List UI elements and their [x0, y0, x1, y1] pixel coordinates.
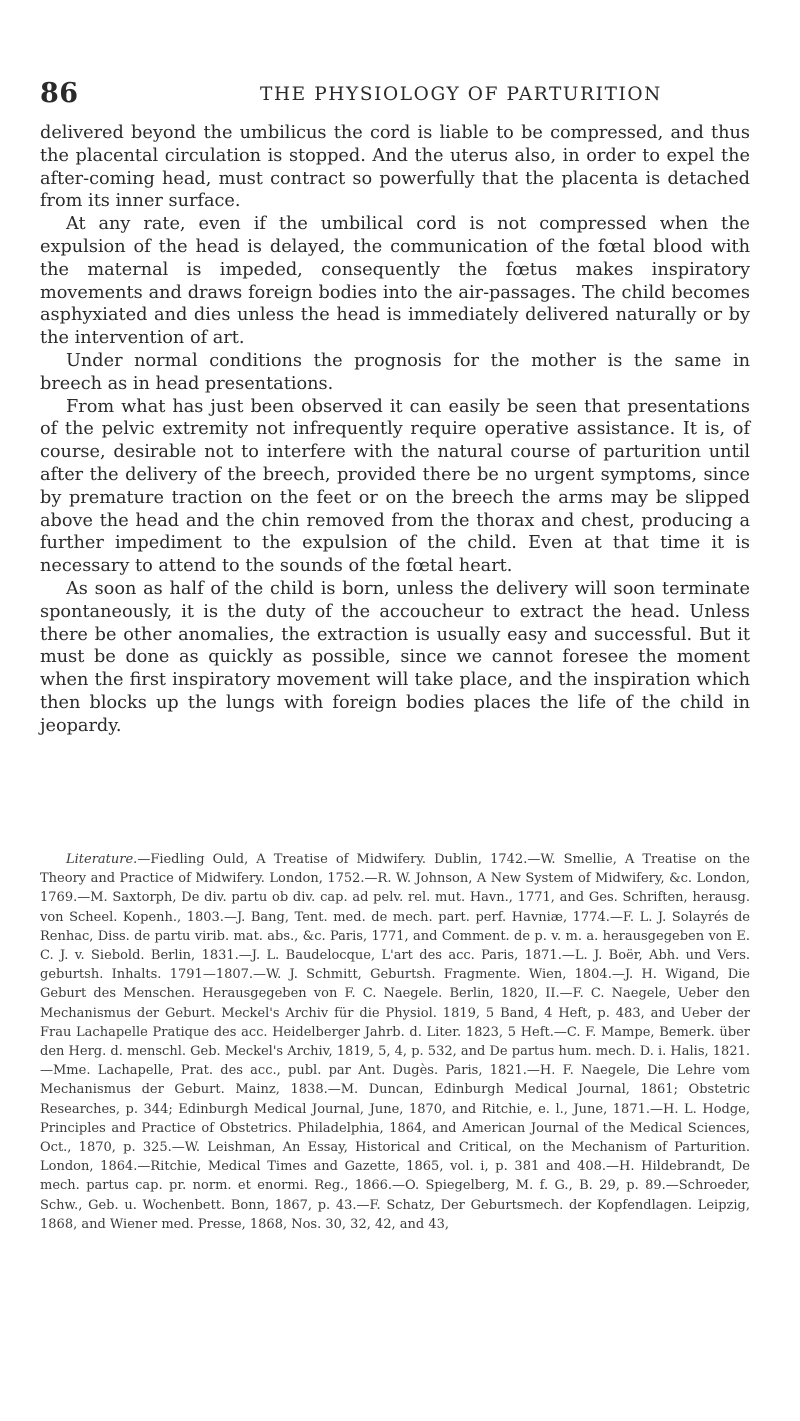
literature-section — [40, 850, 750, 1234]
body-text — [40, 122, 750, 738]
paragraph: Under normal conditions the prognosis for the mother is the same in breech as in head presentations. — [40, 350, 750, 394]
paragraph: As soon as half of the child is born, unless the delivery will soon terminate spontaneously, it is the duty of the accoucheur to extract the head. Unless there be other anomalies, the extraction is usually easy and successful. But it must be done as quickly as possible, since we cannot foresee the moment when the first inspiratory movement will take place, and the inspiration which then blocks up the lungs with foreign bodies places the life of the child in jeopardy. — [40, 578, 750, 736]
running-head: THE PHYSIOLOGY OF PARTURITION — [260, 84, 662, 105]
paragraph: At any rate, even if the umbilical cord is not compressed when the expulsion of the head is delayed, the communication of the fœtal blood with the maternal is impeded, consequently the fœtus makes inspiratory movements and draws foreign bodies into the air-passages. The child becomes asphyxiated and dies unless the head is immediately delivered naturally or by the intervention of art. — [40, 214, 750, 349]
page-number: 86 — [40, 78, 79, 109]
page-header — [40, 78, 760, 114]
literature-paragraph — [40, 850, 750, 1234]
literature-label: Literature. — [66, 852, 138, 867]
paragraph: From what has just been observed it can easily be seen that presentations of the pelvic extremity not infrequently require operative assistance. It is, of course, desirable not to interfere with the natural course of parturition until after the delivery of the breech, provided there be no urgent symptoms, since by premature traction on the feet or on the breech the arms may be slipped above the head and the chin removed from the thorax and chest, producing a further impediment to the expulsion of the child. Even at that time it is necessary to attend to the sounds of the fœtal heart. — [40, 396, 750, 577]
paragraph-continued: delivered beyond the umbilicus the cord is liable to be compressed, and thus the placental circulation is stopped. And the uterus also, in order to expel the after-coming head, must contract so powerfully that the placenta is detached from its inner surface. — [40, 123, 750, 212]
literature-text: —Fiedling Ould, A Treatise of Midwifery. Dublin, 1742.—W. Smellie, A Treatise on the Theory and Practice of Midwifery. London, 1752.—R. W. Johnson, A New System of Midwifery, &c. London, 1769.—M. Saxtorph, De div. partu ob div. cap. ad pelv. rel. mut. Havn., 1771, and Ges. Schriften, herausg. von Scheel. Kopenh., 1803.—J. Bang, Tent. med. de mech. part. perf. Havniæ, 1774.—F. L. J. Solayrés de Renhac, Diss. de partu virib. mat. abs., &c. Paris, 1771, and Comment. de p. v. m. a. herausgegeben von E. C. J. v. Siebold. Berlin, 1831.—J. L. Baudelocque, L'art des acc. Paris, 1871.—L. J. Boër, Abh. und Vers. geburtsh. Inhalts. 1791—1807.—W. J. Schmitt, Geburtsh. Fragmente. Wien, 1804.—J. H. Wigand, Die Geburt des Menschen. Herausgegeben von F. C. Naegele. Berlin, 1820, II.—F. C. Naegele, Ueber den Mechanismus der Geburt. Meckel's Archiv für die Physiol. 1819, 5 Band, 4 Heft, p. 483, and Ueber der Frau Lachapelle Pratique des acc. Heidelberger Jahrb. d. Liter. 1823, 5 Heft.—C. F. Mampe, Bemerk. über den Herg. d. menschl. Geb. Meckel's Archiv, 1819, 5, 4, p. 532, and De partus hum. mech. D. i. Halis, 1821.—Mme. Lachapelle, Prat. des acc., publ. par Ant. Dugès. Paris, 1821.—H. F. Naegele, Die Lehre vom Mechanismus der Geburt. Mainz, 1838.—M. Duncan, Edinburgh Medical Journal, 1861; Obstetric Researches, p. 344; Edinburgh Medical Journal, June, 1870, and Ritchie, e. l., June, 1871.—H. L. Hodge, Principles and Practice of Obstetrics. Philadelphia, 1864, and American Journal of the Medical Sciences, Oct., 1870, p. 325.—W. Leishman, An Essay, Historical and Critical, on the Mechanism of Parturition. London, 1864.—Ritchie, Medical Times and Gazette, 1865, vol. i, p. 381 and 408.—H. Hildebrandt, De mech. partus cap. pr. norm. et enormi. Reg., 1866.—O. Spiegelberg, M. f. G., B. 29, p. 89.—Schroeder, Schw., Geb. u. Wochenbett. Bonn, 1867, p. 43.—F. Schatz, Der Geburtsmech. der Kopfendlagen. Leipzig, 1868, and Wiener med. Presse, 1868, Nos. 30, 32, 42, and 43, — [40, 852, 750, 1232]
